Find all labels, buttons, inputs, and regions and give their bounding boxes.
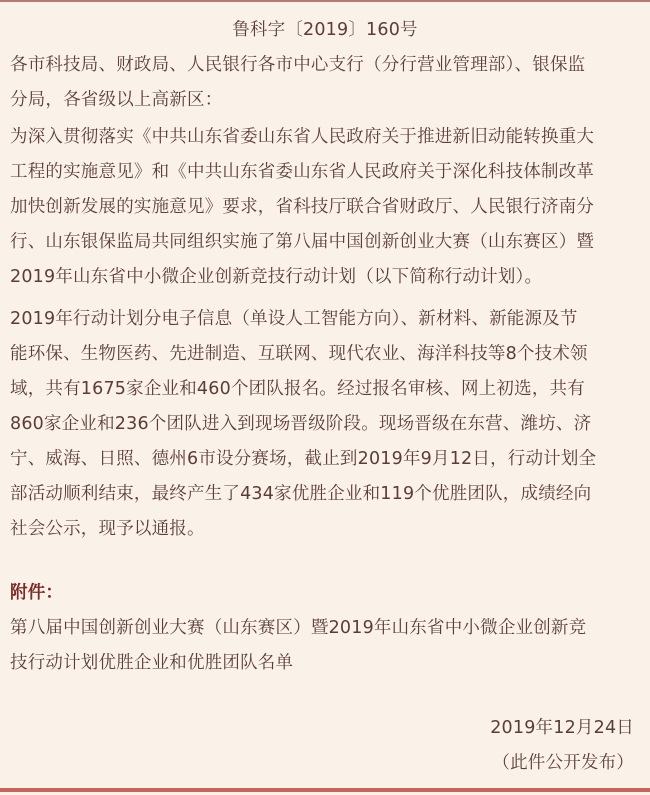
paragraph-line: 行、山东银保监局共同组织实施了第八届中国创新创业大赛（山东赛区）暨: [10, 232, 595, 252]
paragraph-line: 为深入贯彻落实《中共山东省委山东省人民政府关于推进新旧动能转换重大: [10, 127, 595, 147]
publish-note: （此件公开发布）: [492, 753, 634, 773]
paragraph-line: 2019年山东省中小微企业创新竞技行动计划（以下简称行动计划）。: [10, 267, 543, 287]
addressee-line: 各市科技局、财政局、人民银行各市中心支行（分行营业管理部）、银保监: [10, 55, 586, 75]
attachment-line: 第八届中国创新创业大赛（山东赛区）暨2019年山东省中小微企业创新竞: [10, 618, 587, 638]
paragraph-line: 域，共有1675家企业和460个团队报名。经过报名审核、网上初选，共有: [10, 379, 585, 399]
paragraph-line: 宁、威海、日照、德州6市设分赛场，截止到2019年9月12日，行动计划全: [10, 449, 597, 469]
paragraph-line: 860家企业和236个团队进入到现场晋级阶段。现场晋级在东营、潍坊、济: [10, 414, 592, 434]
attachment-line: 技行动计划优胜企业和优胜团队名单: [10, 653, 294, 673]
paragraph-line: 部活动顺利结束，最终产生了434家优胜企业和119个优胜团队，成绩经向: [10, 484, 592, 504]
paragraph-line: 社会公示，现予以通报。: [10, 519, 205, 539]
document-number: 鲁科字〔2019〕160号: [232, 20, 418, 40]
paragraph-line: 2019年行动计划分电子信息（单设人工智能方向）、新材料、新能源及节: [10, 309, 578, 329]
paragraph-line: 加快创新发展的实施意见》要求，省科技厅联合省财政厅、人民银行济南分: [10, 197, 595, 217]
attachment-heading: 附件：: [10, 583, 64, 603]
bottom-border-rule: [0, 788, 650, 792]
issue-date: 2019年12月24日: [490, 718, 634, 738]
top-border-rule: [0, 0, 650, 2]
addressee-line: 分局，各省级以上高新区：: [10, 90, 223, 110]
paragraph-line: 能环保、生物医药、先进制造、互联网、现代农业、海洋科技等8个技术领: [10, 344, 588, 364]
paragraph-line: 工程的实施意见》和《中共山东省委山东省人民政府关于深化科技体制改革: [10, 162, 595, 182]
